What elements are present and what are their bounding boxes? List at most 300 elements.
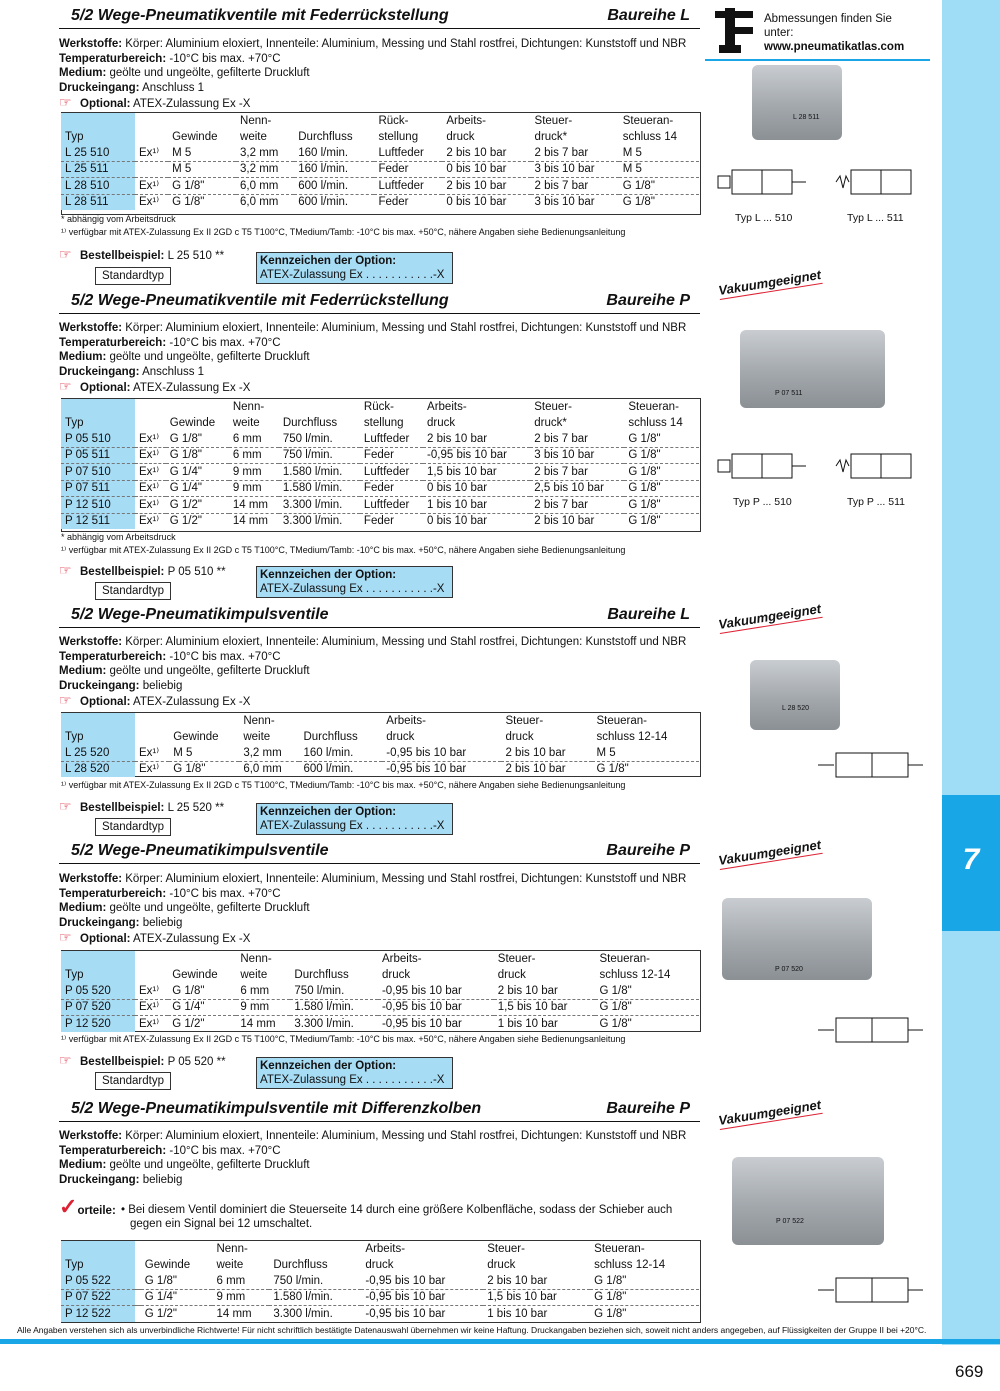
- product-label: L 28 511: [793, 114, 820, 121]
- table-cell: Durchfluss: [273, 1259, 328, 1271]
- table-cell: G 1/4": [166, 480, 229, 497]
- table-cell: 6,0 mm: [243, 763, 282, 775]
- chapter-number: 7: [962, 843, 980, 876]
- table-cell: [269, 1241, 361, 1257]
- table-cell: 750 l/min.: [279, 431, 360, 447]
- order-label: Bestellbeispiel:: [80, 250, 165, 262]
- order-label: Bestellbeispiel:: [80, 566, 165, 578]
- valve-product-image: [732, 1157, 884, 1245]
- table-cell: 3,2 mm: [239, 745, 299, 761]
- table-cell: druck*: [534, 417, 567, 429]
- type-cell: Typ: [61, 129, 135, 145]
- temperatur-value: -10°C bis max. +70°C: [169, 52, 281, 65]
- table-cell: 2 bis 10 bar: [442, 178, 530, 195]
- table-cell: [135, 951, 168, 967]
- table-cell: Gewinde: [169, 417, 216, 429]
- table-cell: Arbeits-: [381, 953, 422, 965]
- table-cell: G 1/8": [628, 515, 661, 527]
- table-row: [61, 1289, 699, 1306]
- table-row: [61, 513, 699, 529]
- table-cell: M 5: [168, 161, 236, 178]
- table-cell: 9 mm: [229, 480, 279, 497]
- werkstoffe-label: Werkstoffe:: [59, 873, 123, 885]
- table-cell: Nenn-: [216, 1243, 248, 1255]
- druckeingang-value: beliebig: [142, 916, 183, 929]
- table-cell: M 5: [168, 145, 236, 161]
- table-cell: Steueran-: [596, 715, 647, 727]
- dimensions-line2: unter:: [764, 27, 794, 39]
- table-cell: 6 mm: [229, 431, 279, 447]
- table-cell: G 1/8": [624, 497, 699, 514]
- druckeingang-label: Druckeingang:: [59, 81, 140, 94]
- werkstoffe-value: Körper: Aluminium eloxiert, Innenteile: Aluminium, Messing und Stahl rostfrei, Dichtungen: Kunststoff und NBR: [125, 322, 687, 334]
- table-cell: Steuer-: [534, 401, 572, 413]
- table-cell: 2 bis 10 bar: [534, 515, 595, 527]
- table-cell: [299, 713, 382, 729]
- type-cell: P 05 520: [61, 983, 135, 999]
- table-cell: 750 l/min.: [279, 447, 360, 464]
- table-cell: Ex¹⁾: [135, 745, 169, 761]
- dimensions-note: [764, 12, 904, 54]
- table-cell: 3 bis 10 bar: [534, 196, 595, 208]
- table-cell: Rück-: [378, 115, 409, 127]
- table-cell: weite: [243, 731, 271, 743]
- table-cell: 3 bis 10 bar: [531, 161, 619, 178]
- type-cell: [61, 713, 135, 729]
- section-title: [59, 291, 700, 314]
- table-header-row: [61, 951, 699, 967]
- pointing-hand-icon: ☞: [59, 378, 72, 394]
- werkstoffe-label: Werkstoffe:: [59, 322, 123, 334]
- table-cell: weite: [240, 969, 268, 981]
- pneumatic-symbol-icon: [818, 745, 933, 785]
- table-cell: Luftfeder: [360, 497, 423, 514]
- table-cell: Steuer-: [487, 1243, 525, 1255]
- pointing-hand-icon: ☞: [59, 562, 72, 578]
- table-cell: 3,2 mm: [236, 161, 294, 178]
- table-cell: 2 bis 7 bar: [530, 497, 624, 514]
- table-cell: druck: [365, 1259, 394, 1271]
- optional-value: ATEX-Zulassung Ex -X: [133, 98, 251, 110]
- table-cell: -0,95 bis 10 bar: [378, 999, 494, 1016]
- type-cell: P 07 520: [61, 999, 135, 1016]
- table-cell: 6 mm: [212, 1273, 269, 1289]
- table-cell: stellung: [378, 131, 419, 143]
- table-row: [61, 1016, 699, 1032]
- section-series: Baureihe L: [607, 7, 690, 24]
- footer-disclaimer: Alle Angaben verstehen sich als unverbindliche Richtwerte! Für nicht schriftlich bestätigte Datenauswahl übernehmen wir keine Haftung. Druckangaben beziehen sich, soweit nicht anders angegeben, auf Flüssigkeiten der Gruppe II bei +20°C.: [17, 1325, 927, 1335]
- option-code-box: [256, 1057, 453, 1089]
- table-cell: 2 bis 10 bar: [442, 145, 530, 161]
- table-cell: G 1/8": [624, 431, 699, 447]
- footnote-atex: ¹⁾ verfügbar mit ATEX-Zulassung Ex II 2GD c T5 T100°C, TMedium/Tamb: -10°C bis max. +50°C, nähere Angaben siehe Bedienungsanleitung: [61, 1034, 626, 1044]
- symbol-caption: Typ P ... 511: [847, 496, 905, 508]
- order-code: P 05 510 **: [167, 566, 226, 578]
- table-cell: druck: [427, 417, 456, 429]
- pneumatic-symbol-icon: [716, 444, 916, 488]
- table-cell: 14 mm: [216, 1307, 252, 1320]
- table-cell: [135, 129, 168, 145]
- table-cell: Durchfluss: [294, 969, 349, 981]
- druckeingang-label: Druckeingang:: [59, 1173, 140, 1186]
- section-title: [59, 841, 700, 864]
- section-title: [59, 605, 700, 628]
- table-row: [61, 178, 699, 195]
- table-cell: 3,2 mm: [236, 145, 294, 161]
- section-title: [59, 6, 700, 29]
- table-cell: Durchfluss: [303, 731, 358, 743]
- table-header-row: [61, 729, 699, 745]
- temperatur-label: Temperaturbereich:: [59, 336, 167, 349]
- table-cell: druck: [381, 969, 411, 981]
- vacuum-badge: Vakuumgeeignet: [717, 837, 822, 869]
- type-cell: P 05 511: [61, 447, 135, 464]
- type-cell: P 12 511: [61, 513, 135, 529]
- table-cell: schluss 12-14: [599, 969, 671, 981]
- footnote-star: * abhängig vom Arbeitsdruck: [61, 214, 176, 224]
- table-row: [61, 761, 699, 777]
- type-cell: P 12 522: [61, 1306, 135, 1322]
- page-number: 669: [955, 1362, 984, 1381]
- order-code: L 25 520 **: [167, 802, 225, 814]
- table-row: [61, 1273, 699, 1289]
- table-cell: Ex¹⁾: [135, 145, 168, 161]
- optional-value: ATEX-Zulassung Ex -X: [133, 696, 251, 708]
- table-cell: G 1/8": [619, 178, 699, 195]
- table-cell: 3 bis 10 bar: [530, 447, 624, 464]
- table-cell: 600 l/min.: [303, 763, 354, 775]
- table-cell: 0 bis 10 bar: [446, 196, 507, 208]
- advantages-line1: • Bei diesem Ventil dominiert die Steuerseite 14 durch eine größere Kolbenfläche, sodass der Schieber auch: [121, 1204, 673, 1216]
- table-cell: Arbeits-: [427, 401, 467, 413]
- table-cell: 1,5 bis 10 bar: [483, 1289, 590, 1306]
- table-header-row: [61, 967, 699, 983]
- table-cell: Gewinde: [144, 1259, 191, 1271]
- table-cell: G 1/2": [169, 515, 202, 527]
- table-cell: Feder: [360, 480, 423, 497]
- section-properties: [59, 1129, 719, 1187]
- table-cell: Feder: [374, 161, 442, 178]
- table-cell: Nenn-: [232, 401, 265, 413]
- table-cell: 3.300 l/min.: [294, 1017, 354, 1030]
- table-cell: [135, 113, 168, 129]
- table-cell: druck: [497, 969, 526, 981]
- product-label: P 07 522: [776, 1218, 804, 1225]
- table-cell: G 1/8": [624, 480, 699, 497]
- valve-product-image: [750, 660, 840, 730]
- section-heading: 5/2 Wege-Pneumatikimpulsventile: [71, 842, 329, 859]
- table-cell: M 5: [169, 745, 239, 761]
- table-header-row: [61, 113, 699, 129]
- type-cell: L 28 520: [61, 761, 135, 777]
- option-code-title: Kennzeichen der Option:: [260, 569, 397, 581]
- table-cell: weite: [216, 1259, 244, 1271]
- standardtyp-box: Standardtyp: [95, 582, 171, 600]
- standardtyp-box: Standardtyp: [95, 267, 171, 285]
- optional-value: ATEX-Zulassung Ex -X: [133, 382, 251, 394]
- table-cell: G 1/4": [141, 1289, 213, 1306]
- table-cell: schluss 14: [622, 131, 678, 143]
- table-cell: druck: [505, 731, 534, 743]
- table-cell: Luftfeder: [374, 145, 442, 161]
- option-code-title: Kennzeichen der Option:: [260, 1060, 397, 1072]
- section-series: Baureihe P: [606, 292, 690, 309]
- order-example: [59, 562, 226, 579]
- table-cell: Ex¹⁾: [139, 1017, 160, 1030]
- section-properties: [59, 872, 719, 947]
- order-example: [59, 798, 224, 815]
- medium-value: geölte und ungeölte, gefilterte Druckluft: [109, 902, 310, 914]
- pointing-hand-icon: ☞: [59, 692, 72, 708]
- standardtyp-box: Standardtyp: [95, 818, 171, 836]
- type-cell: Typ: [61, 415, 135, 431]
- medium-label: Medium:: [59, 665, 107, 677]
- table-cell: G 1/8": [590, 1289, 699, 1306]
- table-cell: G 1/8": [596, 763, 629, 775]
- table-row: [61, 431, 699, 447]
- symbol-caption: Typ P ... 510: [733, 496, 792, 508]
- table-cell: -0,95 bis 10 bar: [382, 745, 501, 761]
- temperatur-value: -10°C bis max. +70°C: [169, 1144, 281, 1157]
- table-cell: Luftfeder: [374, 178, 442, 195]
- table-cell: 1,5 bis 10 bar: [494, 999, 596, 1016]
- table-cell: [135, 713, 169, 729]
- table-cell: [294, 113, 374, 129]
- table-cell: Ex¹⁾: [135, 999, 168, 1016]
- table-cell: -0,95 bis 10 bar: [361, 1289, 483, 1306]
- table-cell: G 1/2": [172, 1017, 205, 1030]
- optional-label: Optional:: [80, 382, 131, 394]
- table-cell: stellung: [363, 417, 404, 429]
- table-cell: -0,95 bis 10 bar: [423, 447, 530, 464]
- option-code-box: [256, 566, 453, 598]
- werkstoffe-label: Werkstoffe:: [59, 38, 123, 50]
- section-properties: [59, 37, 719, 112]
- type-cell: P 05 510: [61, 431, 135, 447]
- pneumatic-symbol-icon: [716, 160, 916, 204]
- table-cell: G 1/8": [166, 431, 229, 447]
- table-cell: G 1/8": [624, 447, 699, 464]
- type-cell: L 25 511: [61, 161, 135, 178]
- spec-table: [61, 713, 699, 777]
- optional-value: ATEX-Zulassung Ex -X: [133, 933, 251, 945]
- table-cell: 600 l/min.: [294, 178, 374, 195]
- table-cell: 2 bis 7 bar: [530, 464, 624, 481]
- pneumatic-symbol-icon: [818, 1010, 933, 1050]
- order-label: Bestellbeispiel:: [80, 802, 165, 814]
- medium-value: geölte und ungeölte, gefilterte Druckluft: [109, 1159, 310, 1171]
- advantages: [59, 1194, 116, 1219]
- table-cell: 0 bis 10 bar: [442, 161, 530, 178]
- table-cell: Steuer-: [497, 953, 536, 965]
- table-cell: 9 mm: [212, 1289, 269, 1306]
- table-cell: 2 bis 7 bar: [531, 145, 619, 161]
- valve-product-image: [752, 65, 842, 140]
- table-cell: G 1/4": [168, 999, 236, 1016]
- type-cell: P 07 511: [61, 480, 135, 497]
- table-cell: G 1/8": [599, 1017, 632, 1030]
- table-cell: [135, 415, 166, 431]
- checkmark-icon: ✓: [59, 1194, 78, 1219]
- header-divider: [705, 59, 930, 61]
- werkstoffe-value: Körper: Aluminium eloxiert, Innenteile: Aluminium, Messing und Stahl rostfrei, Dichtungen: Kunststoff und NBR: [125, 873, 687, 885]
- chapter-tab[interactable]: [942, 795, 1000, 931]
- type-cell: Typ: [61, 1257, 135, 1273]
- table-header-row: [61, 1257, 699, 1273]
- temperatur-value: -10°C bis max. +70°C: [169, 650, 281, 663]
- table-cell: [135, 729, 169, 745]
- section-heading: 5/2 Wege-Pneumatikventile mit Federrückstellung: [71, 7, 449, 24]
- table-cell: druck: [446, 131, 475, 143]
- table-cell: [168, 951, 236, 967]
- order-code: L 25 510 **: [167, 250, 225, 262]
- type-cell: L 28 511: [61, 194, 135, 210]
- table-cell: 2 bis 10 bar: [423, 431, 530, 447]
- table-cell: Luftfeder: [360, 431, 423, 447]
- type-cell: L 25 520: [61, 745, 135, 761]
- table-cell: 6 mm: [229, 447, 279, 464]
- table-cell: Arbeits-: [365, 1243, 406, 1255]
- table-cell: G 1/8": [168, 983, 236, 999]
- temperatur-value: -10°C bis max. +70°C: [169, 887, 281, 900]
- table-cell: Steueran-: [628, 401, 679, 413]
- option-code-value: ATEX-Zulassung Ex . . . . . . . . . . .-X: [260, 1074, 445, 1086]
- type-cell: [61, 951, 135, 967]
- section-series: Baureihe P: [606, 842, 690, 859]
- table-header-row: [61, 1241, 699, 1257]
- table-cell: G 1/8": [624, 464, 699, 481]
- pointing-hand-icon: ☞: [59, 929, 72, 945]
- product-label: P 07 511: [775, 390, 803, 397]
- table-cell: 6,0 mm: [236, 178, 294, 195]
- table-cell: -0,95 bis 10 bar: [365, 1307, 446, 1320]
- table-cell: 1 bis 10 bar: [497, 1017, 558, 1030]
- table-cell: druck: [487, 1259, 516, 1271]
- table-row: [61, 161, 699, 178]
- table-cell: Feder: [363, 515, 394, 527]
- advantages-line2: gegen ein Signal bei 12 umschaltet.: [130, 1218, 313, 1230]
- type-cell: Typ: [61, 729, 135, 745]
- footer-divider: [0, 1339, 1000, 1344]
- table-cell: [290, 951, 378, 967]
- table-cell: [135, 967, 168, 983]
- table-cell: Nenn-: [240, 953, 272, 965]
- pointing-hand-icon: ☞: [59, 1052, 72, 1068]
- footnote-atex: ¹⁾ verfügbar mit ATEX-Zulassung Ex II 2GD c T5 T100°C, TMedium/Tamb: -10°C bis max. +50°C, nähere Angaben siehe Bedienungsanleitung: [61, 545, 626, 555]
- table-header-row: [61, 713, 699, 729]
- type-cell: Typ: [61, 967, 135, 983]
- vacuum-badge: Vakuumgeeignet: [717, 601, 822, 633]
- table-cell: [168, 113, 236, 129]
- table-cell: G 1/8": [590, 1273, 699, 1289]
- medium-label: Medium:: [59, 67, 107, 79]
- medium-value: geölte und ungeölte, gefilterte Druckluft: [109, 665, 310, 677]
- table-cell: schluss 14: [628, 417, 683, 429]
- table-cell: [135, 399, 166, 415]
- table-cell: Ex¹⁾: [135, 178, 168, 195]
- table-cell: 2 bis 7 bar: [531, 178, 619, 195]
- optional-label: Optional:: [80, 696, 131, 708]
- table-cell: -0,95 bis 10 bar: [381, 1017, 462, 1030]
- table-row: [61, 480, 699, 497]
- table-row: [61, 1306, 699, 1322]
- table-cell: M 5: [592, 745, 699, 761]
- table-cell: Steueran-: [622, 115, 674, 127]
- spec-table: [61, 113, 699, 210]
- symbol-caption: Typ L ... 511: [847, 212, 904, 224]
- section-heading: 5/2 Wege-Pneumatikventile mit Federrückstellung: [71, 292, 449, 309]
- table-cell: Gewinde: [172, 969, 218, 981]
- table-cell: 2 bis 10 bar: [505, 763, 566, 775]
- table-cell: 2 bis 10 bar: [494, 983, 596, 999]
- medium-label: Medium:: [59, 1159, 107, 1171]
- table-cell: Rück-: [363, 401, 394, 413]
- table-cell: 600 l/min.: [298, 196, 349, 208]
- table-cell: [141, 1241, 213, 1257]
- pointing-hand-icon: ☞: [59, 246, 72, 262]
- table-cell: -0,95 bis 10 bar: [386, 763, 467, 775]
- option-code-value: ATEX-Zulassung Ex . . . . . . . . . . .-X: [260, 820, 445, 832]
- table-cell: 14 mm: [229, 497, 279, 514]
- website-link[interactable]: www.pneumatikatlas.com: [764, 41, 905, 53]
- table-cell: G 1/8": [594, 1307, 627, 1320]
- table-cell: 6,0 mm: [240, 196, 279, 208]
- medium-label: Medium:: [59, 902, 107, 914]
- table-cell: Durchfluss: [298, 131, 353, 143]
- product-label: L 28 520: [782, 705, 809, 712]
- table-row: [61, 194, 699, 210]
- table-header-row: [61, 415, 699, 431]
- table-cell: 1.580 l/min.: [279, 480, 360, 497]
- option-code-box: [256, 252, 453, 284]
- table-cell: 0 bis 10 bar: [427, 515, 488, 527]
- spec-table: [61, 951, 699, 1032]
- table-cell: Steuer-: [505, 715, 544, 727]
- table-cell: druck: [386, 731, 415, 743]
- dimensions-line1: Abmessungen finden Sie: [764, 13, 892, 25]
- table-cell: G 1/2": [166, 497, 229, 514]
- section-series: Baureihe L: [607, 606, 690, 623]
- druckeingang-value: beliebig: [142, 1173, 183, 1186]
- order-example: [59, 246, 224, 263]
- werkstoffe-value: Körper: Aluminium eloxiert, Innenteile: Aluminium, Messing und Stahl rostfrei, Dichtungen: Kunststoff und NBR: [125, 1130, 687, 1142]
- table-cell: G 1/8": [595, 983, 699, 999]
- table-cell: Arbeits-: [386, 715, 426, 727]
- table-cell: schluss 12-14: [594, 1259, 666, 1271]
- footnote-atex: ¹⁾ verfügbar mit ATEX-Zulassung Ex II 2GD c T5 T100°C, TMedium/Tamb: -10°C bis max. +50°C, nähere Angaben siehe Bedienungsanleitung: [61, 780, 626, 790]
- table-cell: 160 l/min.: [294, 145, 374, 161]
- table-row: [61, 145, 699, 161]
- table-cell: weite: [232, 417, 260, 429]
- product-label: P 07 520: [775, 966, 803, 973]
- werkstoffe-label: Werkstoffe:: [59, 1130, 123, 1142]
- table-row: [61, 497, 699, 514]
- table-cell: 2 bis 10 bar: [501, 745, 592, 761]
- standardtyp-box: Standardtyp: [95, 1072, 171, 1090]
- table-cell: weite: [240, 131, 267, 143]
- table-cell: G 1/8": [168, 178, 236, 195]
- footnote-star: * abhängig vom Arbeitsdruck: [61, 532, 176, 542]
- valve-product-image: [740, 330, 885, 408]
- table-cell: Nenn-: [243, 715, 275, 727]
- table-cell: 3.300 l/min.: [279, 497, 360, 514]
- temperatur-label: Temperaturbereich:: [59, 1144, 167, 1157]
- type-cell: P 07 510: [61, 464, 135, 481]
- table-cell: [166, 399, 229, 415]
- table-row: [61, 745, 699, 761]
- order-label: Bestellbeispiel:: [80, 1056, 165, 1068]
- section-series: Baureihe P: [606, 1100, 690, 1117]
